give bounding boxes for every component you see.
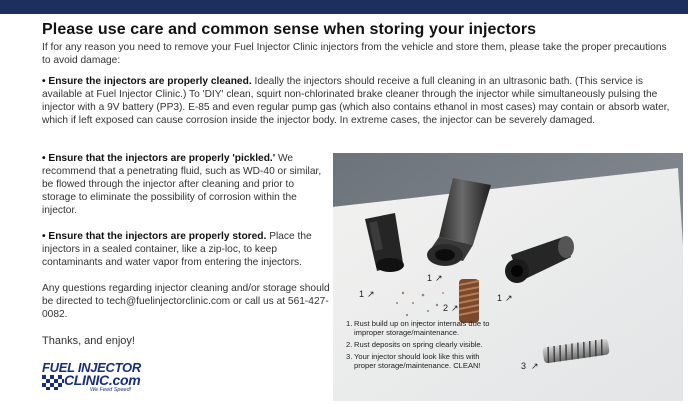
- logo-tagline: We Feed Speed!: [90, 387, 132, 393]
- caption-item: [346, 352, 496, 371]
- marker-1-nozzle: 1: [497, 293, 503, 303]
- header-bar: [0, 0, 688, 14]
- caption-number: 1.: [346, 319, 353, 328]
- photo-captions: [346, 319, 496, 373]
- contact-text: Any questions regarding injector cleaning and/or storage should be directed to tech@fuelinjectorclinic.com or call us at 561-427-0082.: [42, 283, 330, 320]
- logo-line1: FUEL INJECTOR: [42, 360, 141, 375]
- marker-arrow: ↗: [505, 293, 513, 303]
- section-stored: [42, 230, 334, 269]
- marker-3-clean-spring: 3: [521, 361, 527, 371]
- caption-text: Rust deposits on spring clearly visible.: [354, 340, 483, 350]
- intro-text: If for any reason you need to remove your Fuel Injector Clinic injectors from the vehicle and store them, please take the proper precautions to avoid damage:: [42, 42, 667, 66]
- thanks-text: Thanks, and enjoy!: [42, 335, 135, 347]
- checkered-flag-icon: [42, 375, 64, 390]
- section-cleaned: [42, 75, 678, 127]
- caption-item: [346, 340, 496, 349]
- marker-arrow: ↗: [367, 289, 375, 299]
- marker-arrow: ↗: [531, 361, 539, 371]
- section-lead: • Ensure the injectors are properly cleaned.: [42, 76, 252, 87]
- section-body: Place the injectors in a sealed container, like a zip-loc, to keep contaminants and water vapor from entering the injectors.: [42, 231, 312, 268]
- rusty-spring: [459, 279, 479, 323]
- section-lead: • Ensure that the injectors are properly 'pickled.': [42, 153, 276, 164]
- marker-1-body: 1: [427, 273, 433, 283]
- caption-text: Your injector should look like this with proper storage/maintenance. CLEAN!: [354, 351, 481, 371]
- marker-1-sleeve: 1: [359, 289, 365, 299]
- page-title: Please use care and common sense when storing your injectors: [42, 21, 537, 38]
- marker-arrow: ↗: [435, 273, 443, 283]
- marker-arrow: ↗: [451, 303, 459, 313]
- section-lead: • Ensure that the injectors are properly stored.: [42, 231, 267, 242]
- fuel-injector-clinic-logo: [42, 360, 142, 394]
- section-body: We recommend that a penetrating fluid, such as WD-40 or similar, be flowed through the injector after cleaning and prior to storage to eliminate the possibility of corrosion within the injector.: [42, 153, 322, 216]
- marker-2-spring: 2: [443, 303, 449, 313]
- logo-line2: CLINIC.com: [64, 372, 141, 388]
- caption-number: 3.: [346, 351, 353, 361]
- section-pickled: [42, 152, 330, 217]
- caption-text: Rust build up on injector internals due to improper storage/maintenance.: [354, 319, 490, 338]
- section-body: Ideally the injectors should receive a full cleaning in an ultrasonic bath. (This service is available at Fuel Injector Clinic.) To 'DIY' clean, squirt non-chlorinated brake cleaner through the injector while simultaneously pulsing the injector with a 9V battery (PP3). E-85 and even regular pump gas (which also contains ethanol in most cases) may contain or absorb water, which if left exposed can cause corrosion inside the injector body. In extreme cases, the injector can be severely damaged.: [42, 76, 670, 126]
- caption-number: 2.: [346, 340, 353, 350]
- caption-item: [346, 319, 496, 338]
